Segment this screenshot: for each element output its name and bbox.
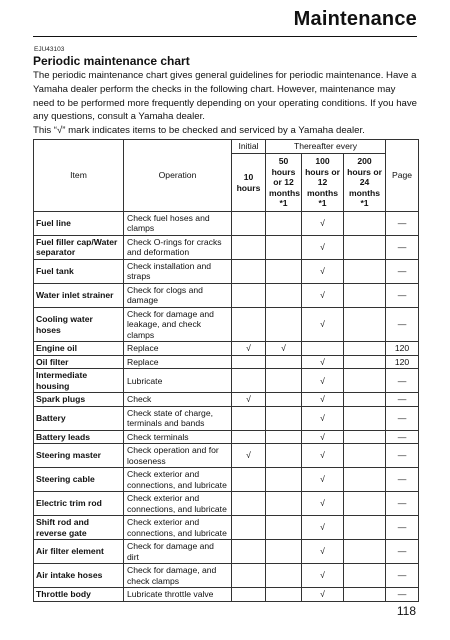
table-cell-10h	[232, 540, 266, 564]
table-cell-100h: √	[302, 235, 344, 259]
section-title: Periodic maintenance chart	[33, 54, 190, 68]
table-cell-200h	[344, 259, 386, 283]
table-cell-100h: √	[302, 283, 344, 307]
table-cell-operation: Check for clogs and damage	[124, 283, 232, 307]
table-cell-10h	[232, 355, 266, 368]
table-cell-operation: Check terminals	[124, 430, 232, 443]
table-cell-50h	[266, 355, 302, 368]
table-cell-item: Spark plugs	[34, 393, 124, 406]
table-cell-100h: √	[302, 516, 344, 540]
table-cell-10h	[232, 406, 266, 430]
table-cell-100h: √	[302, 564, 344, 588]
header-operation: Operation	[124, 140, 232, 212]
table-cell-operation: Check exterior and connections, and lubricate	[124, 516, 232, 540]
table-cell-operation: Check exterior and connections, and lubricate	[124, 468, 232, 492]
table-cell-operation: Check for damage and dirt	[124, 540, 232, 564]
table-cell-10h	[232, 212, 266, 236]
table-cell-item: Oil filter	[34, 355, 124, 368]
table-cell-page: —	[386, 259, 419, 283]
table-cell-50h	[266, 468, 302, 492]
table-row	[34, 516, 419, 540]
table-cell-100h: √	[302, 355, 344, 368]
table-cell-item: Battery leads	[34, 430, 124, 443]
table-cell-operation: Replace	[124, 355, 232, 368]
table-cell-page: —	[386, 307, 419, 341]
table-cell-50h	[266, 212, 302, 236]
table-cell-page: —	[386, 492, 419, 516]
table-row	[34, 468, 419, 492]
table-cell-50h	[266, 259, 302, 283]
header-50-hours: 50 hours or 12 months *1	[266, 154, 302, 212]
table-cell-item: Fuel tank	[34, 259, 124, 283]
table-cell-50h	[266, 444, 302, 468]
table-cell-200h	[344, 444, 386, 468]
table-row	[34, 283, 419, 307]
table-cell-operation: Lubricate throttle valve	[124, 588, 232, 601]
table-cell-50h: √	[266, 342, 302, 355]
header-initial: Initial	[232, 140, 266, 154]
table-cell-100h	[302, 342, 344, 355]
document-code: EJU43103	[34, 46, 65, 53]
table-row	[34, 492, 419, 516]
table-cell-50h	[266, 307, 302, 341]
table-cell-50h	[266, 369, 302, 393]
table-cell-200h	[344, 355, 386, 368]
table-cell-100h: √	[302, 430, 344, 443]
table-cell-10h: √	[232, 342, 266, 355]
table-cell-operation: Check operation and for looseness	[124, 444, 232, 468]
header-100-hours: 100 hours or 12 months *1	[302, 154, 344, 212]
table-cell-operation: Check	[124, 393, 232, 406]
maintenance-chart-table	[33, 139, 419, 602]
table-cell-100h: √	[302, 406, 344, 430]
table-row	[34, 212, 419, 236]
table-row	[34, 259, 419, 283]
table-cell-page: —	[386, 588, 419, 601]
table-cell-50h	[266, 235, 302, 259]
table-cell-200h	[344, 283, 386, 307]
table-cell-page: —	[386, 468, 419, 492]
header-200-hours: 200 hours or 24 months *1	[344, 154, 386, 212]
intro-paragraph: The periodic maintenance chart gives general guidelines for periodic maintenance. Have a Yamaha dealer perform the checks in the following chart. However, maintenance may need to be performed more frequently depending on your operating conditions. If you have any questions, consult a Yamaha dealer.	[33, 70, 418, 123]
table-cell-200h	[344, 342, 386, 355]
table-cell-operation: Check for damage, and check clamps	[124, 564, 232, 588]
table-cell-100h: √	[302, 492, 344, 516]
table-cell-operation: Lubricate	[124, 369, 232, 393]
table-row	[34, 342, 419, 355]
table-cell-page: —	[386, 564, 419, 588]
table-row	[34, 235, 419, 259]
table-cell-operation: Replace	[124, 342, 232, 355]
table-cell-item: Fuel filler cap/Water separator	[34, 235, 124, 259]
table-cell-item: Engine oil	[34, 342, 124, 355]
header-page: Page	[386, 140, 419, 212]
table-cell-page: —	[386, 235, 419, 259]
table-cell-operation: Check fuel hoses and clamps	[124, 212, 232, 236]
table-cell-item: Air intake hoses	[34, 564, 124, 588]
table-cell-200h	[344, 430, 386, 443]
table-cell-200h	[344, 588, 386, 601]
table-cell-100h: √	[302, 393, 344, 406]
table-cell-operation: Check for damage and leakage, and check clamps	[124, 307, 232, 341]
table-cell-item: Battery	[34, 406, 124, 430]
table-cell-200h	[344, 564, 386, 588]
table-cell-100h: √	[302, 444, 344, 468]
table-cell-10h	[232, 468, 266, 492]
table-cell-100h: √	[302, 588, 344, 601]
table-cell-200h	[344, 406, 386, 430]
table-row	[34, 406, 419, 430]
table-cell-item: Fuel line	[34, 212, 124, 236]
table-row	[34, 307, 419, 341]
table-row	[34, 564, 419, 588]
table-cell-10h: √	[232, 393, 266, 406]
mark-note: This “√” mark indicates items to be checked and serviced by a Yamaha dealer.	[33, 125, 365, 137]
table-cell-50h	[266, 430, 302, 443]
table-cell-page: 120	[386, 355, 419, 368]
table-cell-page: —	[386, 369, 419, 393]
table-cell-page: 120	[386, 342, 419, 355]
table-cell-item: Electric trim rod	[34, 492, 124, 516]
table-cell-item: Throttle body	[34, 588, 124, 601]
table-cell-200h	[344, 540, 386, 564]
table-cell-10h	[232, 564, 266, 588]
table-cell-operation: Check installation and straps	[124, 259, 232, 283]
page-number: 118	[396, 604, 416, 618]
table-cell-item: Shift rod and reverse gate	[34, 516, 124, 540]
header-rule	[33, 36, 417, 37]
table-cell-item: Cooling water hoses	[34, 307, 124, 341]
table-row	[34, 588, 419, 601]
table-cell-operation: Check O-rings for cracks and deformation	[124, 235, 232, 259]
table-cell-200h	[344, 492, 386, 516]
table-cell-200h	[344, 468, 386, 492]
table-cell-page: —	[386, 444, 419, 468]
header-item: Item	[34, 140, 124, 212]
table-cell-200h	[344, 393, 386, 406]
table-cell-10h	[232, 492, 266, 516]
table-row	[34, 444, 419, 468]
table-cell-100h: √	[302, 540, 344, 564]
table-cell-page: —	[386, 406, 419, 430]
table-cell-50h	[266, 283, 302, 307]
table-cell-200h	[344, 212, 386, 236]
table-cell-200h	[344, 369, 386, 393]
header-10-hours: 10 hours	[232, 154, 266, 212]
table-cell-50h	[266, 406, 302, 430]
table-cell-operation: Check exterior and connections, and lubricate	[124, 492, 232, 516]
table-cell-200h	[344, 307, 386, 341]
table-cell-100h: √	[302, 259, 344, 283]
table-cell-100h: √	[302, 212, 344, 236]
table-row	[34, 430, 419, 443]
table-cell-10h	[232, 307, 266, 341]
table-cell-10h	[232, 516, 266, 540]
table-row	[34, 355, 419, 368]
table-cell-page: —	[386, 283, 419, 307]
table-cell-10h	[232, 430, 266, 443]
table-cell-10h	[232, 283, 266, 307]
table-row	[34, 369, 419, 393]
table-cell-50h	[266, 564, 302, 588]
table-cell-page: —	[386, 393, 419, 406]
table-cell-page: —	[386, 540, 419, 564]
table-cell-50h	[266, 516, 302, 540]
table-cell-page: —	[386, 212, 419, 236]
header-thereafter: Thereafter every	[266, 140, 386, 154]
table-cell-50h	[266, 588, 302, 601]
table-cell-operation: Check state of charge, terminals and bands	[124, 406, 232, 430]
table-cell-50h	[266, 393, 302, 406]
table-cell-item: Steering cable	[34, 468, 124, 492]
table-cell-item: Intermediate housing	[34, 369, 124, 393]
table-row	[34, 540, 419, 564]
table-cell-10h	[232, 369, 266, 393]
table-cell-item: Steering master	[34, 444, 124, 468]
table-cell-item: Air filter element	[34, 540, 124, 564]
table-cell-50h	[266, 540, 302, 564]
page-header-title: Maintenance	[293, 8, 417, 30]
table-body	[34, 212, 419, 602]
table-cell-page: —	[386, 516, 419, 540]
table-cell-100h: √	[302, 369, 344, 393]
table-cell-100h: √	[302, 307, 344, 341]
table-cell-100h: √	[302, 468, 344, 492]
table-cell-item: Water inlet strainer	[34, 283, 124, 307]
table-row	[34, 393, 419, 406]
intro-block	[33, 69, 418, 138]
table-cell-10h: √	[232, 444, 266, 468]
table-cell-200h	[344, 235, 386, 259]
table-cell-10h	[232, 588, 266, 601]
table-cell-50h	[266, 492, 302, 516]
table-cell-page: —	[386, 430, 419, 443]
table-cell-10h	[232, 259, 266, 283]
table-cell-200h	[344, 516, 386, 540]
table-cell-10h	[232, 235, 266, 259]
